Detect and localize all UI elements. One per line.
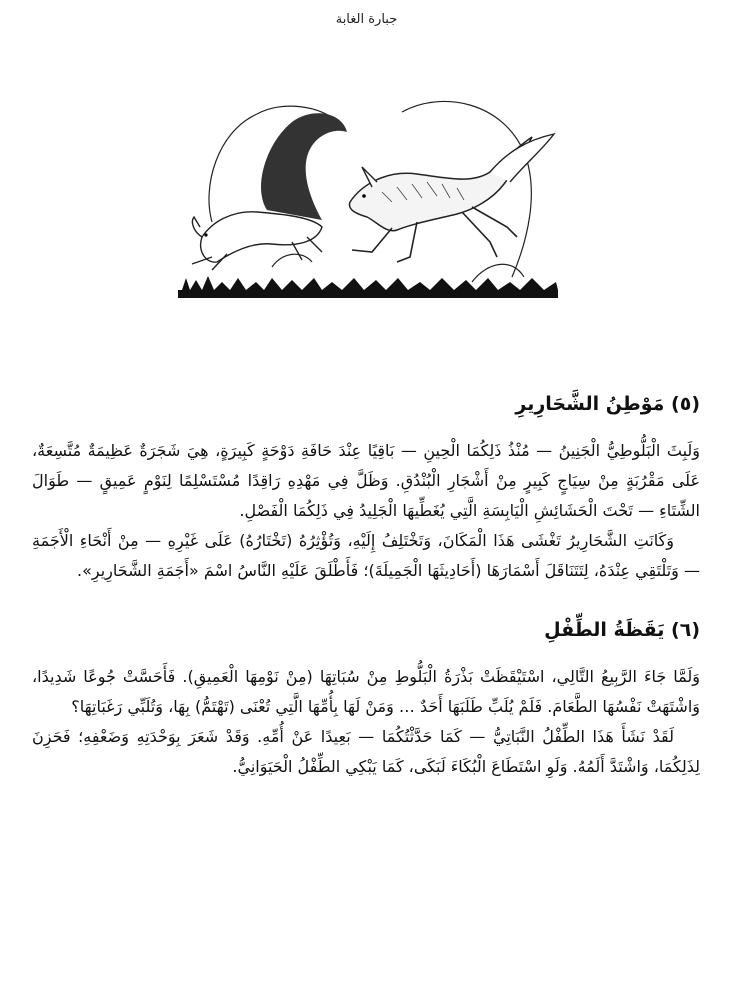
paragraph: وَكَانَتِ الشَّحَارِيرُ تَغْشَى هَذَا الْمَكَانَ، وَتَخْتَلِفُ إِلَيْهِ، وَتُؤْثِرُهُ (تَخْتَارُهُ) عَلَى غَيْرِهِ — مِنْ أَنْحَاءِ الْأَجَمَةِ — وَتَلْتَقِي عِنْدَهُ، لِتَتَنَاقَلَ أَسْمَارَهَا (أَحَادِيثَهَا الْجَمِيلَةَ)؛ فَأَطْلَقَ عَلَيْهِ النَّاسُ اسْمَ «أَجَمَةِ الشَّحَارِيرِ». (32, 531, 700, 580)
section-title: (٦) يَقَظَةُ الطِّفْلِ (544, 619, 700, 641)
page-header: جبارة الغابة (335, 12, 398, 27)
section-6 (32, 614, 700, 782)
section-title: (٥) مَوْطِنُ الشَّحَارِيرِ (515, 393, 700, 415)
grass-ground-icon (178, 276, 558, 298)
chapter-content (32, 388, 700, 782)
paragraph: وَلَبِثَ الْبَلُّوطِيُّ الْجَنِينُ — مُنْذُ ذَلِكُمَا الْحِينِ — بَاقِيًا عِنْدَ حَافَةِ دَوْحَةٍ كَبِيرَةٍ، هِيَ شَجَرَةٌ عَظِيمَةٌ مُتَّسِعَةٌ، عَلَى مَقْرُبَةٍ مِنْ سِيَاجٍ كَبِيرٍ مِنْ أَشْجَارِ الْبُنْدُقِ. وَظَلَّ فِي مَهْدِهِ رَاقِدًا مُسْتَسْلِمًا لِنَوْمٍ عَمِيقٍ — طَوَالَ الشِّتَاءِ — تَحْتَ الْحَشَائِشِ الْيَابِسَةِ الَّتِي يُغَطِّيهَا الْجَلِيدُ فِي ذَلِكُمَا الْفَصْلِ. (32, 441, 700, 520)
fox-icon (349, 134, 554, 262)
squirrel-icon (192, 113, 347, 270)
paragraph: وَلَمَّا جَاءَ الرَّبِيعُ التَّالِي، اسْتَيْقَظَتْ بَذْرَةُ الْبَلُّوطِ مِنْ سُبَاتِهَا (مِنْ نَوْمِهَا الْعَمِيقِ). فَأَحَسَّتْ جُوعًا شَدِيدًا، وَاشْتَهَتْ نَفْسُهَا الطَّعَامَ. فَلَمْ يُلَبِّ طَلَبَهَا أَحَدٌ … وَمَنْ لَهَا بِأُمِّهَا الَّتِي تُعْنَى (تَهْتَمُّ) بِهَا، وَتُلَبِّي رَغَبَاتِهَا؟ (32, 667, 700, 716)
squirrel-and-fox-illustration (172, 92, 564, 308)
section-5 (32, 388, 700, 586)
paragraph: لَقَدْ نَشَأَ هَذَا الطِّفْلُ النَّبَاتِيُّ — كَمَا حَدَّثْتُكُمَا — بَعِيدًا عَنْ أُمِّهِ. وَقَدْ شَعَرَ بِوَحْدَتِهِ وَضَعْفِهِ؛ فَحَزِنَ لِذَلِكُمَا، وَاشْتَدَّ أَلَمُهُ. وَلَوِ اسْتَطَاعَ الْبُكَاءَ لَبَكَى، كَمَا يَبْكِي الطِّفْلُ الْحَيَوَانِيُّ. (32, 727, 700, 776)
